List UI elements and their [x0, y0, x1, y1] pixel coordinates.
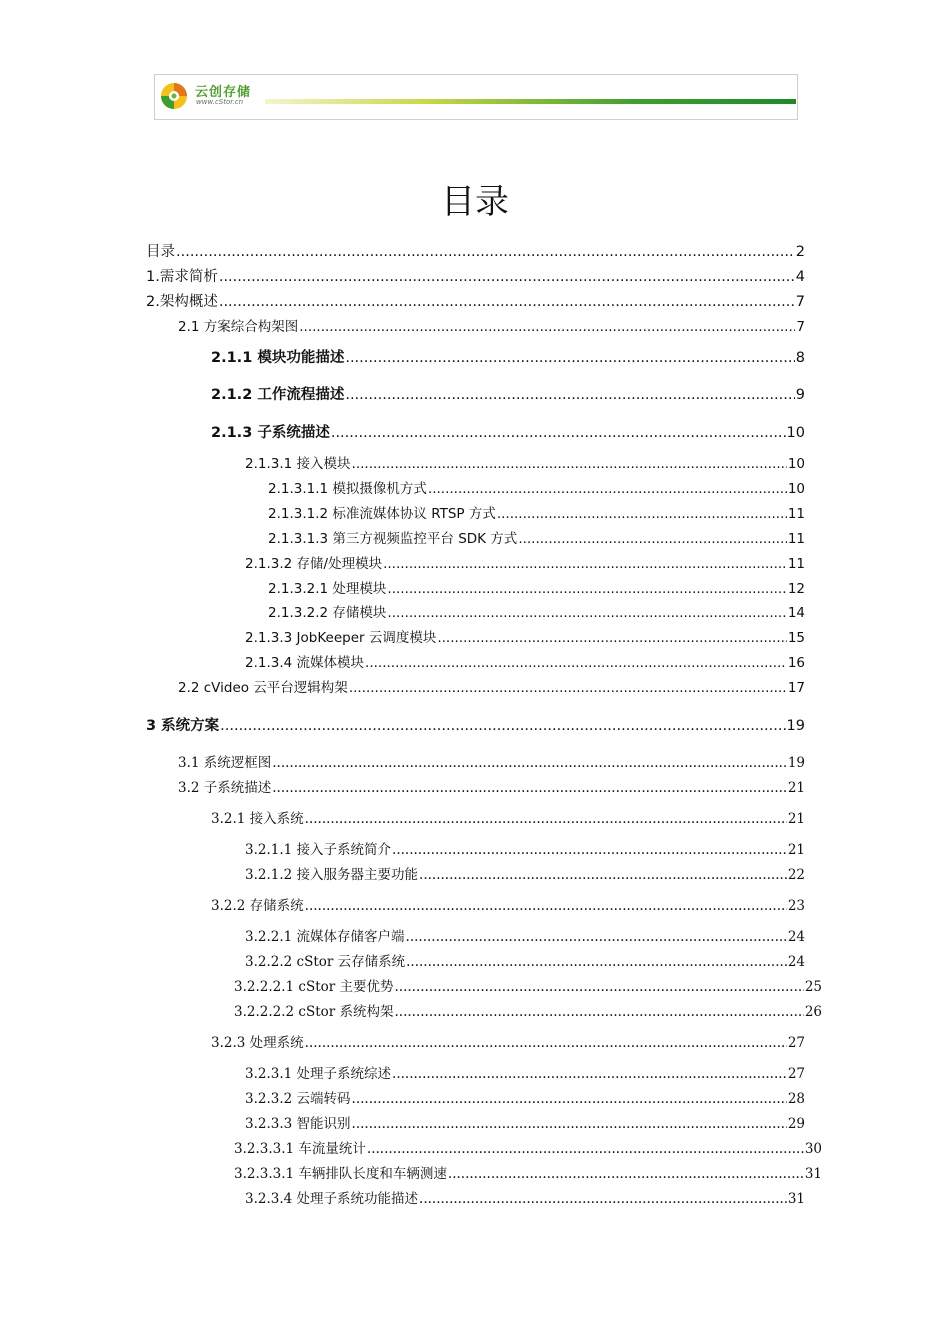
toc-label: 3.2.1.2 接入服务器主要功能 — [245, 867, 419, 883]
toc-page: 10 — [786, 425, 805, 441]
toc-entry[interactable] — [245, 626, 805, 646]
toc-entry[interactable] — [245, 925, 805, 945]
toc-page: 7 — [796, 319, 805, 335]
toc-entry[interactable] — [146, 240, 805, 260]
toc-label: 2.1.3.1.1 模拟摄像机方式 — [268, 481, 427, 497]
toc-entry[interactable] — [234, 975, 822, 995]
toc-label: 3.2.3 处理系统 — [211, 1035, 304, 1051]
toc-label: 3.2.3.3 智能识别 — [245, 1116, 351, 1132]
toc-entry[interactable] — [245, 1112, 805, 1132]
toc-page: 19 — [787, 755, 805, 771]
toc-page: 15 — [787, 630, 805, 646]
page-title: 目录 — [441, 182, 509, 222]
toc-page: 4 — [795, 269, 805, 285]
toc-page: 22 — [787, 867, 805, 883]
toc-page: 10 — [787, 481, 805, 497]
toc-label: 2.1.3.2.2 存储模块 — [268, 605, 387, 621]
toc-entry[interactable] — [211, 421, 805, 441]
toc-entry[interactable] — [245, 1062, 805, 1082]
toc-page: 24 — [787, 954, 805, 970]
toc-entry[interactable] — [268, 502, 805, 522]
toc-label: 3.2.2 存储系统 — [211, 898, 304, 914]
toc-entry[interactable] — [245, 651, 805, 671]
toc-entry[interactable] — [268, 577, 805, 597]
toc-label: 3.2 子系统描述 — [178, 780, 272, 796]
toc-entry[interactable] — [268, 477, 805, 497]
toc-page: 9 — [795, 387, 805, 403]
toc-label: 3.2.3.1 处理子系统综述 — [245, 1066, 392, 1082]
toc-label: 2.1.2 工作流程描述 — [211, 387, 345, 403]
toc-entry[interactable] — [211, 383, 805, 403]
toc-page: 21 — [787, 811, 805, 827]
toc-label: 2.1.3.1.2 标准流媒体协议 RTSP 方式 — [268, 506, 496, 522]
toc-entry[interactable] — [178, 776, 805, 796]
toc-label: 3.2.3.2 云端转码 — [245, 1091, 351, 1107]
toc-label: 3.2.2.2 cStor 云存储系统 — [245, 954, 406, 970]
logo-text: 云创存储 — [195, 85, 252, 100]
toc-label: 3.2.1 接入系统 — [211, 811, 304, 827]
toc-label: 2.1 方案综合构架图 — [178, 319, 299, 335]
toc-label: 3.2.2.2.1 cStor 主要优势 — [234, 979, 394, 995]
toc-page: 23 — [787, 898, 805, 914]
logo-url: www.cStor.cn — [196, 98, 244, 106]
toc-label: 3.2.3.3.1 车辆排队长度和车辆测速 — [234, 1166, 447, 1182]
toc-entry[interactable] — [234, 1162, 822, 1182]
toc-entry[interactable] — [245, 1087, 805, 1107]
toc-page: 10 — [787, 456, 805, 472]
toc-label: 2.1.3.1 接入模块 — [245, 456, 351, 472]
toc-entry[interactable] — [245, 552, 805, 572]
toc-entry[interactable] — [211, 807, 805, 827]
toc-page: 26 — [804, 1004, 822, 1020]
toc-entry[interactable] — [234, 1137, 822, 1157]
toc-label: 目录 — [146, 244, 175, 260]
toc-page: 30 — [804, 1141, 822, 1157]
toc-entry[interactable] — [211, 346, 805, 366]
toc-entry[interactable] — [268, 527, 805, 547]
toc-label: 2.1.1 模块功能描述 — [211, 350, 345, 366]
toc-label: 2.1.3.1.3 第三方视频监控平台 SDK 方式 — [268, 531, 518, 547]
toc-page: 27 — [787, 1066, 805, 1082]
toc-page: 31 — [787, 1191, 805, 1207]
toc-page: 24 — [787, 929, 805, 945]
toc-label: 2.1.3.4 流媒体模块 — [245, 655, 365, 671]
toc-page: 12 — [787, 581, 805, 597]
toc-entry[interactable] — [178, 751, 805, 771]
toc-label: 3.2.2.1 流媒体存储客户端 — [245, 929, 405, 945]
toc-label: 3.1 系统逻框图 — [178, 755, 272, 771]
toc-entry[interactable] — [268, 601, 805, 621]
toc-entry[interactable] — [211, 894, 805, 914]
toc-label: 2.1.3 子系统描述 — [211, 425, 330, 441]
toc-page: 2 — [795, 244, 805, 260]
toc-label: 3.2.3.4 处理子系统功能描述 — [245, 1191, 419, 1207]
toc-page: 21 — [787, 842, 805, 858]
toc-label: 2.1.3.2.1 处理模块 — [268, 581, 387, 597]
toc-page: 21 — [787, 780, 805, 796]
toc-page: 19 — [786, 718, 805, 734]
toc-entry[interactable] — [245, 863, 805, 883]
toc-page: 11 — [787, 556, 805, 572]
toc-label: 2.2 cVideo 云平台逻辑构架 — [178, 680, 348, 696]
toc-page: 31 — [804, 1166, 822, 1182]
toc-page: 25 — [804, 979, 822, 995]
toc-page: 29 — [787, 1116, 805, 1132]
toc-label: 3.2.2.2.2 cStor 系统构架 — [234, 1004, 394, 1020]
toc-page: 28 — [787, 1091, 805, 1107]
toc-entry[interactable] — [211, 1031, 805, 1051]
toc-entry[interactable] — [245, 1187, 805, 1207]
toc-entry[interactable] — [234, 1000, 822, 1020]
toc-entry[interactable] — [245, 950, 805, 970]
toc-label: 1.需求简析 — [146, 269, 218, 285]
toc-entry[interactable] — [245, 452, 805, 472]
toc-page: 11 — [787, 531, 805, 547]
toc-label: 2.架构概述 — [146, 294, 218, 310]
toc-entry[interactable] — [146, 714, 805, 734]
toc-page: 27 — [787, 1035, 805, 1051]
toc-entry[interactable] — [146, 290, 805, 310]
toc-page: 7 — [795, 294, 805, 310]
toc-label: 3.2.1.1 接入子系统简介 — [245, 842, 392, 858]
toc-label: 3 系统方案 — [146, 718, 220, 734]
toc-entry[interactable] — [245, 838, 805, 858]
toc-page: 11 — [787, 506, 805, 522]
toc-entry[interactable] — [178, 676, 805, 696]
toc-page: 8 — [795, 350, 805, 366]
toc-page: 14 — [787, 605, 805, 621]
toc-page: 17 — [787, 680, 805, 696]
toc-label: 2.1.3.3 JobKeeper 云调度模块 — [245, 630, 437, 646]
toc-entry[interactable] — [146, 265, 805, 285]
toc-page: 16 — [787, 655, 805, 671]
toc-label: 3.2.3.3.1 车流量统计 — [234, 1141, 366, 1157]
toc-entry[interactable] — [178, 315, 805, 335]
toc-label: 2.1.3.2 存储/处理模块 — [245, 556, 383, 572]
